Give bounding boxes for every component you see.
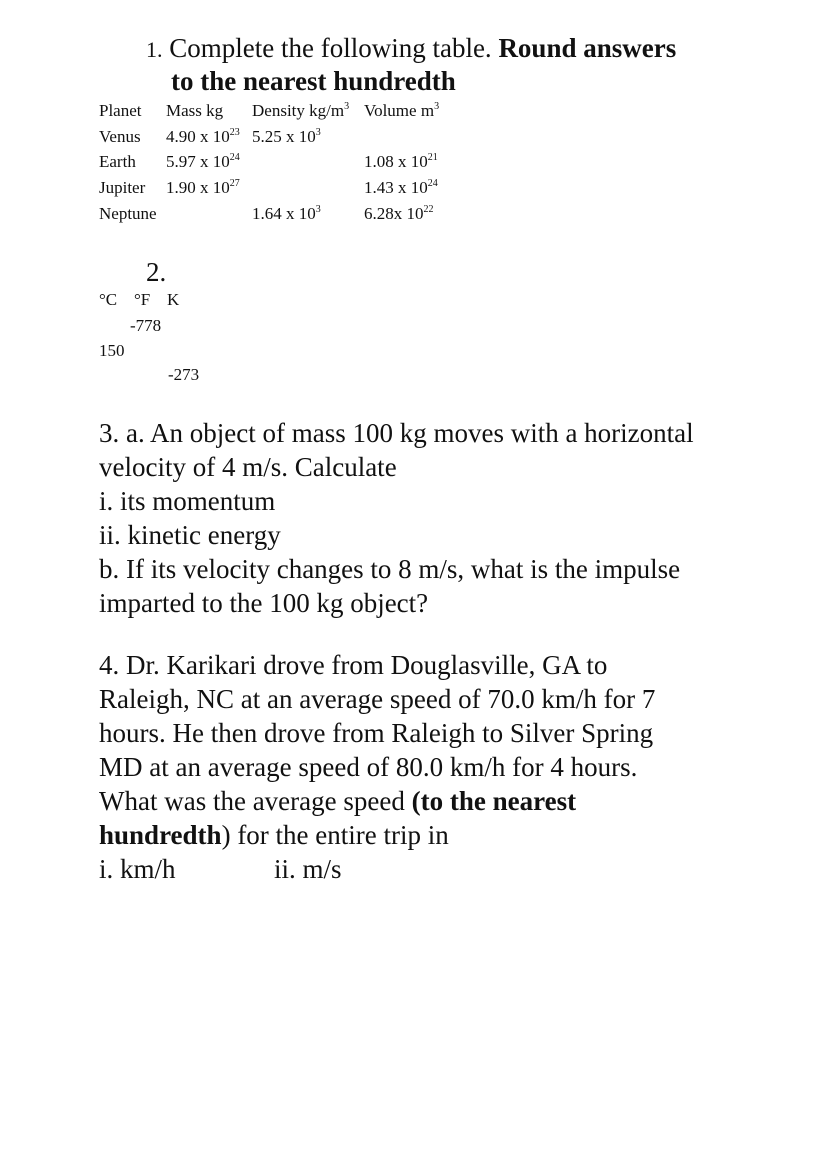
q3-line3: i. its momentum: [99, 486, 276, 516]
q2-header-kelvin: K: [167, 290, 180, 309]
q3-line4: ii. kinetic energy: [99, 520, 281, 550]
table-header-density: Density $kg/m^3$: [252, 101, 350, 120]
q4-option-ms: ii. m/s: [274, 854, 342, 884]
row-earth-planet: Earth: [99, 152, 136, 171]
row-venus-planet: Venus: [99, 127, 141, 146]
q1-text: Complete the following table.: [169, 33, 492, 63]
q4-line1: 4. Dr. Karikari drove from Douglasville, GA to: [99, 650, 608, 680]
q2-value-celsius: 150: [99, 341, 125, 360]
q2-value-kelvin: -273: [168, 365, 200, 384]
q4-line3: hours. He then drove from Raleigh to Silver Spring: [99, 718, 654, 748]
row-venus-mass: 4.90 x $10^{23}$: [166, 127, 240, 146]
q2-number: 2.: [146, 257, 167, 287]
q3-line5: b. If its velocity changes to 8 m/s, what is the impulse: [99, 554, 681, 584]
q1-heading-line2: [171, 65, 456, 98]
table-header-volume: Volume $m^3$: [364, 101, 440, 120]
q3-line1: 3. a. An object of mass 100 kg moves with a horizontal: [99, 418, 694, 448]
q1-bold-part2: to the nearest hundredth: [171, 66, 456, 96]
row-venus-density: 5.25 x $10^3$: [252, 127, 321, 146]
row-neptune-planet: Neptune: [99, 204, 157, 223]
row-earth-volume: 1.08 x $10^{21}$: [364, 152, 438, 171]
q4-line6: hundredth) for the entire trip in: [99, 820, 449, 850]
row-jupiter-volume: 1.43 x $10^{24}$: [364, 178, 438, 197]
table-header-planet: Planet: [99, 101, 142, 120]
q2-header-celsius: °C: [99, 290, 118, 309]
q1-number: 1.: [146, 37, 163, 62]
row-neptune-volume: 6.28x $10^{22}$: [364, 204, 434, 223]
q2-value-fahrenheit: -778: [130, 316, 162, 335]
q4-line4: MD at an average speed of 80.0 km/h for 4 hours.: [99, 752, 638, 782]
q4-option-kmh: i. km/h: [99, 854, 176, 884]
row-jupiter-planet: Jupiter: [99, 178, 146, 197]
row-jupiter-mass: 1.90 x $10^{27}$: [166, 178, 240, 197]
table-header-mass: Mass kg: [166, 101, 224, 120]
q1-heading-line1: [146, 32, 676, 66]
q4-line2: Raleigh, NC at an average speed of 70.0 km/h for 7: [99, 684, 656, 714]
row-neptune-density: 1.64 x $10^3$: [252, 204, 321, 223]
q3-line2: velocity of 4 m/s. Calculate: [99, 452, 397, 482]
row-earth-mass: 5.97 x $10^{24}$: [166, 152, 240, 171]
q2-header-fahrenheit: °F: [134, 290, 151, 309]
q4-line5: What was the average speed (to the nearest: [99, 786, 577, 816]
q3-line6: imparted to the 100 kg object?: [99, 588, 429, 618]
q1-bold-part1: Round answers: [498, 33, 677, 63]
